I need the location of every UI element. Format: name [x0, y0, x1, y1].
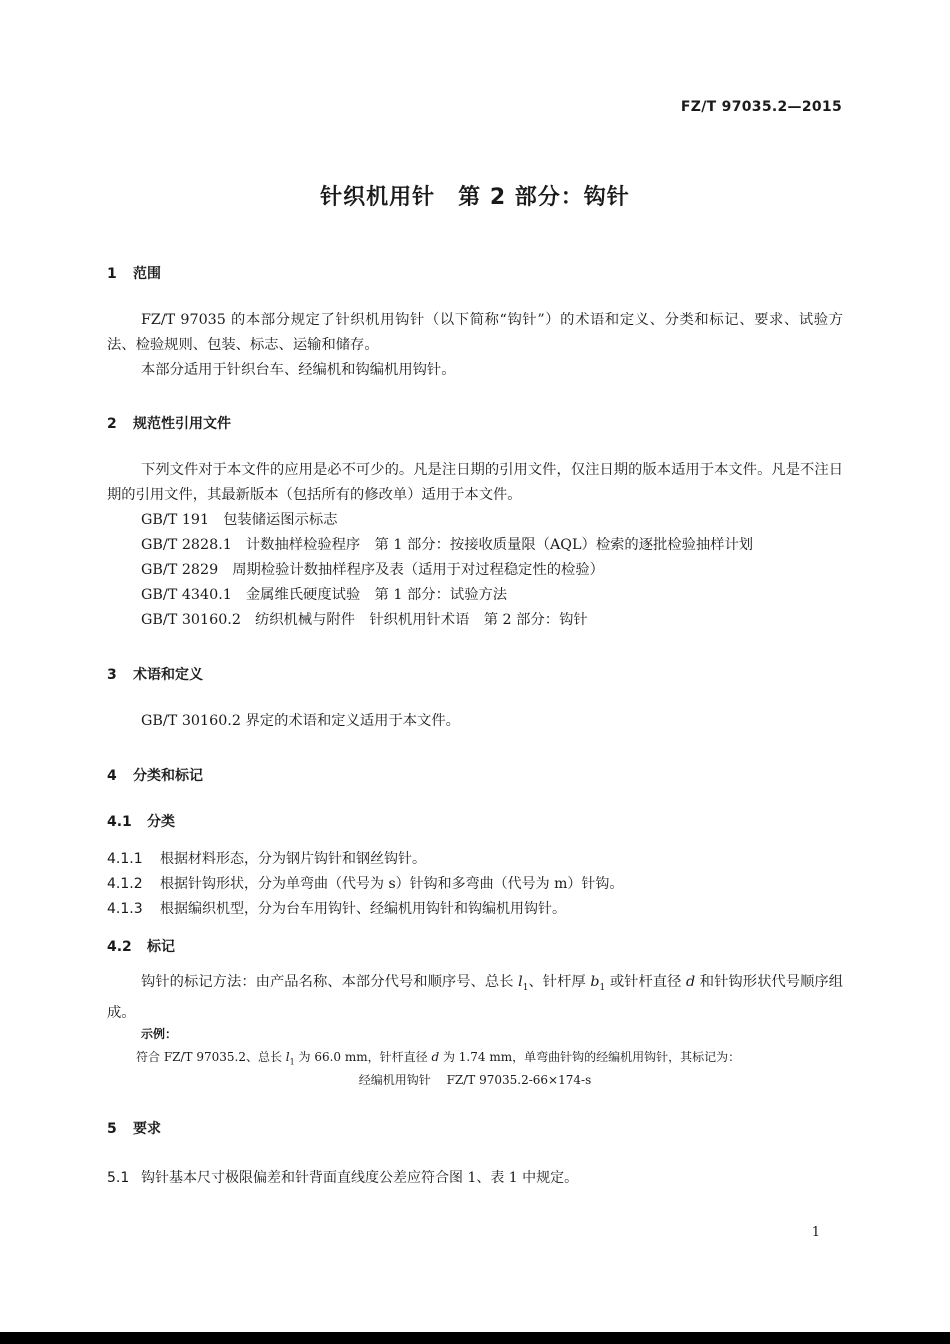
section-4-heading	[107, 765, 203, 785]
clause-text: 根据针钩形状，分为单弯曲（代号为 s）针钩和多弯曲（代号为 m）针钩。	[160, 876, 624, 892]
subsection-title: 标记	[147, 939, 175, 955]
clause-item	[107, 873, 623, 893]
reference-title: 金属维氏硬度试验 第 1 部分：试验方法	[245, 587, 508, 603]
clause-item	[107, 848, 426, 868]
reference-code: GB/T 2828.1	[141, 537, 232, 553]
section-number: 1	[107, 266, 117, 282]
example-text-part: 为 1.74 mm，单弯曲针钩的经编机用钩针，其标记为：	[439, 1050, 741, 1064]
subsection-4-2-heading	[107, 936, 175, 956]
clause-text: 钩针基本尺寸极限偏差和针背面直线度公差应符合图 1、表 1 中规定。	[141, 1170, 579, 1186]
section-title: 要求	[133, 1121, 161, 1137]
paragraph-text: 钩针的标记方法：由产品名称、本部分代号和顺序号、总长	[141, 974, 519, 990]
reference-title: 计数抽样检验程序 第 1 部分：按接收质量限（AQL）检索的逐批检验抽样计划	[245, 537, 754, 553]
clause-number: 4.1.1	[107, 851, 143, 867]
section-number: 4	[107, 768, 117, 784]
example-text-part: 符合 FZ/T 97035.2、总长	[136, 1050, 286, 1064]
section-title: 规范性引用文件	[133, 416, 231, 432]
paragraph-text: GB/T 30160.2 界定的术语和定义适用于本文件。	[141, 713, 460, 729]
subscript: 1	[522, 982, 529, 993]
paragraph-scope-applicability	[107, 358, 843, 383]
example-label: 示例：	[141, 1027, 178, 1041]
variable-d: d	[431, 1050, 440, 1064]
reference-item	[141, 609, 588, 629]
subsection-number: 4.2	[107, 939, 132, 955]
section-5-heading	[107, 1118, 161, 1138]
paragraph-text: 或针杆直径	[605, 974, 687, 990]
section-1-heading	[107, 263, 161, 283]
paragraph-references-intro	[107, 458, 843, 508]
section-number: 2	[107, 416, 117, 432]
reference-item	[141, 509, 338, 529]
variable-d: d	[686, 974, 696, 990]
paragraph-text: 本部分适用于针织台车、经编机和钩编机用钩针。	[141, 362, 456, 378]
example-marking: 经编机用钩针 FZ/T 97035.2-66×174-s	[358, 1073, 592, 1087]
reference-item	[141, 559, 604, 579]
reference-item	[141, 584, 507, 604]
page-title: 针织机用针 第 2 部分：钩针	[320, 185, 630, 210]
clause-number: 4.1.2	[107, 876, 143, 892]
paragraph-text: 下列文件对于本文件的应用是必不可少的。凡是注日期的引用文件，仅注日期的版本适用于本文件。凡是不注日期的引用文件，其最新版本（包括所有的修改单）适用于本文件。	[107, 462, 843, 503]
paragraph-marking-method	[107, 970, 843, 1026]
variable-b: b	[590, 974, 600, 990]
paragraph-text: FZ/T 97035 的本部分规定了针织机用钩针（以下简称“钩针”）的术语和定义、分类和标记、要求、试验方法、检验规则、包装、标志、运输和储存。	[107, 312, 843, 353]
standard-number: FZ/T 97035.2—2015	[680, 99, 842, 115]
reference-title: 周期检验计数抽样程序及表（适用于对过程稳定性的检验）	[232, 562, 604, 578]
example-text	[136, 1048, 740, 1066]
bottom-border	[0, 1332, 950, 1344]
reference-code: GB/T 191	[141, 512, 210, 528]
paragraph-terms	[107, 709, 843, 734]
section-title: 分类和标记	[133, 768, 203, 784]
reference-title: 包装储运图示标志	[223, 512, 338, 528]
paragraph-text: 和针钩形状代号顺序组成。	[107, 974, 844, 1021]
clause-number: 5.1	[107, 1170, 130, 1186]
reference-item	[141, 534, 753, 554]
subsection-number: 4.1	[107, 814, 132, 830]
section-2-heading	[107, 413, 231, 433]
section-title: 术语和定义	[133, 667, 203, 683]
clause-text: 根据编织机型，分为台车用钩针、经编机用钩针和钩编机用钩针。	[160, 901, 566, 917]
subsection-4-1-heading	[107, 811, 175, 831]
subsection-title: 分类	[147, 814, 175, 830]
section-title: 范围	[133, 266, 161, 282]
example-text-part: 为 66.0 mm，针杆直径	[294, 1050, 432, 1064]
paragraph-text: 、针杆厚	[528, 974, 591, 990]
section-3-heading	[107, 664, 203, 684]
section-number: 5	[107, 1121, 117, 1137]
variable-l: l	[518, 974, 523, 990]
subscript: 1	[289, 1057, 295, 1067]
subscript: 1	[599, 982, 606, 993]
reference-code: GB/T 30160.2	[141, 612, 241, 628]
section-number: 3	[107, 667, 117, 683]
reference-title: 纺织机械与附件 针织机用针术语 第 2 部分：钩针	[254, 612, 588, 628]
clause-number: 4.1.3	[107, 901, 143, 917]
clause-5-1	[107, 1167, 578, 1187]
reference-code: GB/T 2829	[141, 562, 219, 578]
clause-item	[107, 898, 566, 918]
paragraph-scope	[107, 308, 843, 358]
variable-l: l	[285, 1050, 290, 1064]
reference-code: GB/T 4340.1	[141, 587, 232, 603]
clause-text: 根据材料形态，分为钢片钩针和钢丝钩针。	[160, 851, 426, 867]
page-number: 1	[811, 1225, 820, 1240]
